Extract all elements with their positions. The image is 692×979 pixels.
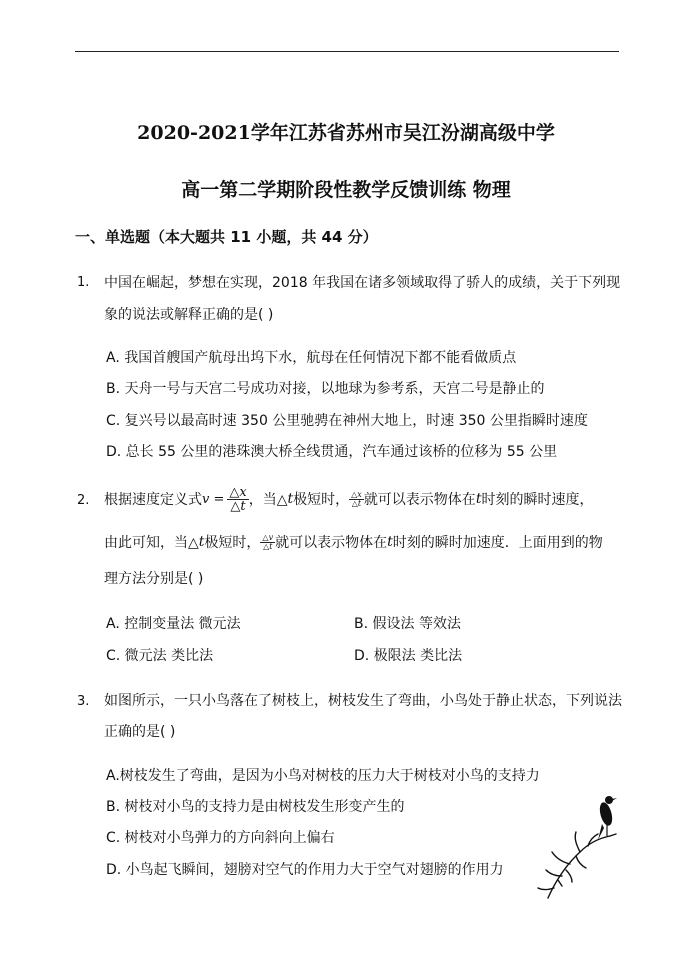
fraction-dx-dt: [349, 491, 364, 508]
fraction-dv-dt: [260, 534, 275, 551]
q2-text-segment: 极短时，: [293, 492, 350, 508]
question-3-option-c: C. 树枝对小鸟弹力的方向斜向上偏右: [106, 830, 335, 846]
question-number: 1.: [77, 275, 90, 290]
question-3-option-d: D. 小鸟起飞瞬间，翅膀对空气的作用力大于空气对翅膀的作用力: [106, 862, 504, 878]
question-number: 3.: [77, 694, 90, 709]
question-3-text-line1: 如图所示，一只小鸟落在了树枝上，树枝发生了弯曲，小鸟处于静止状态，下列说法: [104, 693, 622, 709]
fraction-denominator: △t: [263, 541, 273, 551]
document-title-line2: 高一第二学期阶段性教学反馈训练 物理: [181, 179, 511, 201]
fraction-denominator: △t: [351, 498, 362, 508]
q2-text-segment: 由此可知，当△: [104, 535, 199, 551]
question-1-option-c: C. 复兴号以最高时速 350 公里驰骋在神州大地上，时速 350 公里指瞬时速度: [106, 413, 588, 429]
question-number: 2.: [77, 493, 90, 508]
formula-denominator: △t: [230, 498, 246, 514]
q2-text-segment: 就可以表示物体在: [363, 492, 476, 508]
question-2-option-b: B. 假设法 等效法: [354, 616, 461, 632]
question-2-text-line3: 理方法分别是( ): [104, 571, 204, 587]
formula-numerator: △x: [229, 484, 247, 500]
document-title-line1: 2020-2021学年江苏省苏州市吴江汾湖高级中学: [137, 122, 555, 144]
tree-branch-icon: [538, 832, 616, 898]
question-2-text-line1: [104, 482, 593, 516]
question-3-option-a: A.树枝发生了弯曲，是因为小鸟对树枝的压力大于树枝对小鸟的支持力: [106, 768, 540, 784]
question-1-option-d: D. 总长 55 公里的港珠澳大桥全线贯通，汽车通过该桥的位移为 55 公里: [106, 444, 558, 460]
question-1-option-b: B. 天舟一号与天宫二号成功对接，以地球为参考系，天宫二号是静止的: [106, 381, 545, 397]
question-1-option-a: A. 我国首艘国产航母出坞下水，航母在任何情况下都不能看做质点: [106, 350, 517, 366]
q2-variable-t: t: [287, 491, 294, 507]
question-1-text-line1: 中国在崛起，梦想在实现，2018 年我国在诸多领域取得了骄人的成绩，关于下列现: [104, 275, 621, 291]
fraction-numerator: △x: [351, 489, 362, 499]
fraction-numerator: △v: [262, 532, 274, 542]
question-2-text-line2: [104, 528, 603, 556]
bird-icon: [598, 796, 617, 840]
header-rule: [75, 51, 619, 52]
question-3-text-line2: 正确的是( ): [104, 724, 176, 740]
q2-text-segment: 就可以表示物体在: [275, 535, 388, 551]
question-2-option-c: C. 微元法 类比法: [106, 648, 214, 664]
q2-variable-t: t: [387, 534, 393, 550]
q2-text-segment: 时刻的瞬时速度，: [481, 492, 594, 508]
q2-variable-t: t: [198, 534, 205, 550]
question-3-option-b: B. 树枝对小鸟的支持力是由树枝发生形变产生的: [106, 799, 405, 815]
question-1-text-line2: 象的说法或解释正确的是( ): [104, 307, 274, 323]
question-2-option-a: A. 控制变量法 微元法: [106, 616, 241, 632]
q2-text-segment: 极短时，: [204, 535, 261, 551]
section-heading: 一、单选题（本大题共 11 小题，共 44 分）: [75, 228, 378, 246]
q2-text-segment: 时刻的瞬时加速度．上面用到的物: [392, 535, 603, 551]
bird-on-branch-illustration: [518, 790, 628, 900]
q2-text-segment: 根据速度定义式: [104, 492, 202, 508]
velocity-formula-fraction: [227, 486, 248, 513]
formula-lhs: v =: [202, 491, 225, 507]
q2-variable-t: t: [475, 491, 482, 507]
q2-text-segment: ，当△: [248, 492, 288, 508]
question-2-option-d: D. 极限法 类比法: [354, 648, 463, 664]
